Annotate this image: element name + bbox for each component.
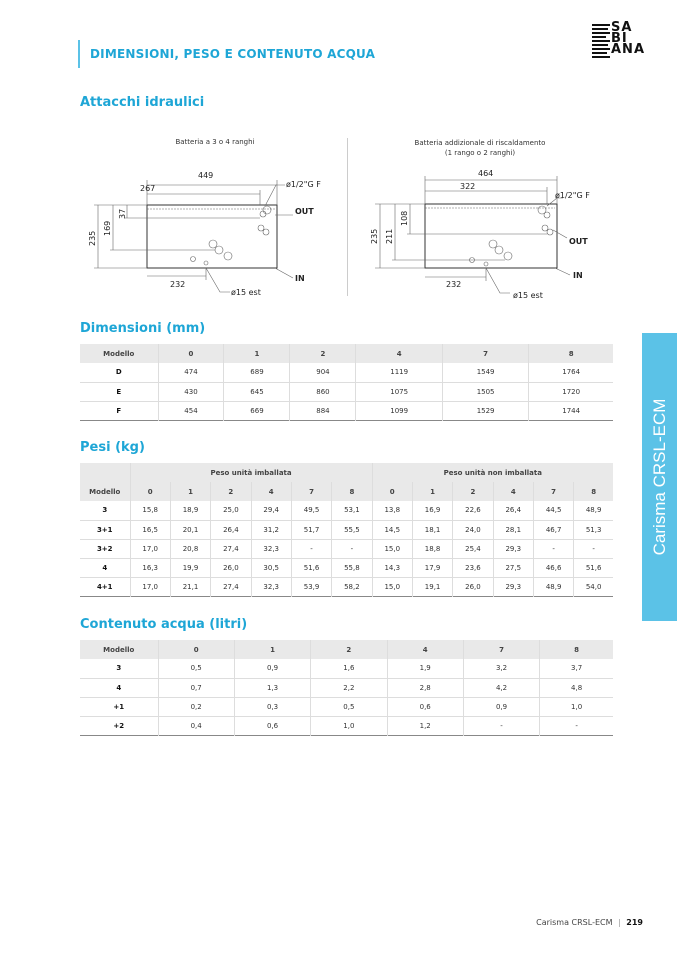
table-cell: 689 (224, 363, 290, 382)
table-cell: 3 (102, 506, 108, 515)
table-cell: 0,9 (463, 697, 539, 716)
right-caption-line2: (1 rango o 2 ranghi) (444, 149, 516, 157)
left-drain-label: ø15 est (231, 288, 261, 297)
right-diagram-caption (390, 138, 570, 158)
attacchi-title: Attacchi idraulici (80, 95, 205, 110)
table-header: Modello (80, 640, 158, 659)
left-dim-inner: 267 (140, 184, 156, 193)
table-cell: 25,4 (453, 539, 493, 558)
table-cell: 51,6 (291, 558, 331, 577)
table-cell: 1744 (529, 401, 613, 420)
table-cell: 4 (102, 563, 108, 572)
left-conn-label: ø1/2"G F (286, 180, 321, 189)
table-row (80, 382, 613, 401)
table-cell: 1,6 (311, 659, 387, 678)
table-header: 2 (211, 482, 251, 501)
table-cell: 51,6 (574, 558, 613, 577)
table-cell: 0,5 (158, 659, 234, 678)
table-cell: 0,3 (234, 697, 310, 716)
table-cell: 32,3 (251, 577, 291, 596)
right-out-label: OUT (569, 237, 588, 246)
table-cell: - (291, 539, 331, 558)
table-cell: 20,1 (170, 520, 210, 539)
right-in-label: IN (573, 271, 583, 280)
table-header: 0 (158, 640, 234, 659)
table-cell: 1,3 (234, 678, 310, 697)
left-dim-height: 235 (88, 230, 97, 246)
table-header: 0 (372, 482, 412, 501)
group-header-imballata: Peso unità imballata (130, 463, 372, 482)
table-header: 0 (130, 482, 170, 501)
table-cell: 17,9 (412, 558, 452, 577)
table-header: 7 (463, 640, 539, 659)
footer-label: Carisma CRSL-ECM (536, 918, 613, 927)
table-header: 2 (290, 344, 356, 363)
table-header-row (80, 640, 613, 659)
table-cell: 1099 (356, 401, 442, 420)
table-cell: 26,0 (211, 558, 251, 577)
table-row (80, 363, 613, 382)
table-cell: 3+2 (96, 544, 113, 553)
table-cell: 15,0 (372, 539, 412, 558)
table-group-row (80, 463, 613, 482)
section-title: DIMENSIONI, PESO E CONTENUTO ACQUA (90, 47, 376, 61)
table-cell: 645 (224, 382, 290, 401)
table-cell: 22,6 (453, 501, 493, 520)
table-cell: 49,5 (291, 501, 331, 520)
table-cell: 26,4 (493, 501, 533, 520)
table-header: Modello (80, 344, 158, 363)
table-cell: 18,9 (170, 501, 210, 520)
table-row (80, 716, 613, 735)
table-cell: 31,2 (251, 520, 291, 539)
table-cell: 15,0 (372, 577, 412, 596)
table-cell: 0,9 (234, 659, 310, 678)
right-caption-line1: Batteria addizionale di riscaldamento (414, 139, 546, 147)
pesi-table (80, 463, 613, 597)
table-row (80, 697, 613, 716)
table-cell: 454 (158, 401, 224, 420)
table-cell: 46,6 (533, 558, 573, 577)
table-header-row (80, 482, 613, 501)
table-cell: 54,0 (574, 577, 613, 596)
table-header: 7 (533, 482, 573, 501)
table-cell: 430 (158, 382, 224, 401)
table-header: 1 (224, 344, 290, 363)
table-cell: 53,1 (332, 501, 372, 520)
table-cell: - (540, 716, 613, 735)
table-cell: 1,0 (540, 697, 613, 716)
right-dim-h2: 211 (385, 228, 394, 244)
table-cell: 15,8 (130, 501, 170, 520)
table-cell: 27,4 (211, 539, 251, 558)
dimensioni-table (80, 344, 613, 421)
table-cell: 16,3 (130, 558, 170, 577)
table-cell: 4,2 (463, 678, 539, 697)
table-header: 4 (493, 482, 533, 501)
contenuto-table (80, 640, 613, 736)
table-cell: 58,2 (332, 577, 372, 596)
table-cell: 48,9 (574, 501, 613, 520)
table-row (80, 558, 613, 577)
table-cell: +1 (113, 702, 125, 711)
table-header: 8 (574, 482, 613, 501)
table-header: 1 (170, 482, 210, 501)
table-cell: 29,3 (493, 577, 533, 596)
table-row (80, 401, 613, 420)
table-header: 4 (387, 640, 463, 659)
table-cell: 669 (224, 401, 290, 420)
table-cell: 51,3 (574, 520, 613, 539)
table-cell: 24,0 (453, 520, 493, 539)
table-cell: 3,7 (540, 659, 613, 678)
table-cell: 1505 (442, 382, 528, 401)
table-cell: 18,8 (412, 539, 452, 558)
left-dim-h2: 169 (103, 220, 112, 236)
table-cell: 4,8 (540, 678, 613, 697)
side-tab-label: Carisma CRSL-ECM (649, 398, 669, 556)
table-cell: 16,9 (412, 501, 452, 520)
table-cell: 4 (116, 683, 122, 692)
table-header-row (80, 344, 613, 363)
table-cell: 29,4 (251, 501, 291, 520)
table-cell: 20,8 (170, 539, 210, 558)
brand-logo (592, 20, 648, 62)
table-header: 8 (332, 482, 372, 501)
table-cell: 16,5 (130, 520, 170, 539)
table-cell: 0,5 (311, 697, 387, 716)
left-dim-width: 449 (198, 171, 214, 180)
table-cell: 17,0 (130, 539, 170, 558)
table-cell: 2,8 (387, 678, 463, 697)
table-cell: 27,4 (211, 577, 251, 596)
table-cell: 55,5 (332, 520, 372, 539)
table-cell: 21,1 (170, 577, 210, 596)
table-row (80, 501, 613, 520)
right-dim-height: 235 (370, 228, 379, 244)
left-diagram-caption: Batteria a 3 o 4 ranghi (175, 138, 255, 146)
table-cell: 1,2 (387, 716, 463, 735)
table-cell: 474 (158, 363, 224, 382)
left-dim-bottom: 232 (170, 280, 186, 289)
table-cell: 1764 (529, 363, 613, 382)
table-cell: D (115, 368, 122, 377)
left-dim-h3: 37 (118, 208, 127, 219)
right-dim-h3: 108 (400, 210, 409, 226)
table-cell: 19,9 (170, 558, 210, 577)
table-cell: 4+1 (96, 582, 113, 591)
table-header: 2 (311, 640, 387, 659)
table-cell: 44,5 (533, 501, 573, 520)
table-cell: 1,9 (387, 659, 463, 678)
right-hydraulic-diagram (365, 160, 615, 305)
table-cell: 55,8 (332, 558, 372, 577)
group-header-non-imballata: Peso unità non imballata (372, 463, 613, 482)
table-header: 2 (453, 482, 493, 501)
table-cell: 30,5 (251, 558, 291, 577)
table-cell: 25,0 (211, 501, 251, 520)
logo-letters: SA BI ANA (611, 20, 646, 57)
left-out-label: OUT (295, 207, 314, 216)
table-header: 0 (158, 344, 224, 363)
table-header: 8 (529, 344, 613, 363)
table-cell: 0,2 (158, 697, 234, 716)
table-cell: 860 (290, 382, 356, 401)
table-cell: 884 (290, 401, 356, 420)
section-header (78, 40, 375, 68)
table-cell: 28,1 (493, 520, 533, 539)
table-header: Modello (80, 482, 130, 501)
right-dim-width: 464 (478, 169, 494, 178)
table-row (80, 520, 613, 539)
table-cell: 19,1 (412, 577, 452, 596)
table-header: 1 (234, 640, 310, 659)
table-cell: 51,7 (291, 520, 331, 539)
table-cell: 1,0 (311, 716, 387, 735)
table-row (80, 678, 613, 697)
table-cell: 0,4 (158, 716, 234, 735)
left-hydraulic-diagram (80, 160, 330, 305)
table-cell: 26,4 (211, 520, 251, 539)
table-cell: 0,6 (234, 716, 310, 735)
table-row (80, 577, 613, 596)
right-dim-bottom: 232 (446, 280, 462, 289)
table-cell: 1549 (442, 363, 528, 382)
footer-separator: | (618, 918, 621, 927)
table-cell: 29,3 (493, 539, 533, 558)
table-header: 4 (251, 482, 291, 501)
table-cell: E (116, 387, 122, 396)
table-header: 7 (442, 344, 528, 363)
table-header: 8 (540, 640, 613, 659)
side-tab (642, 333, 677, 621)
table-cell: 2,2 (311, 678, 387, 697)
table-cell: F (116, 406, 122, 415)
table-cell: 26,0 (453, 577, 493, 596)
table-cell: 1720 (529, 382, 613, 401)
table-header: 7 (291, 482, 331, 501)
page-number: 219 (626, 918, 643, 927)
table-cell: 27,5 (493, 558, 533, 577)
table-cell: 18,1 (412, 520, 452, 539)
table-cell: - (574, 539, 613, 558)
table-cell: 3+1 (96, 525, 113, 534)
table-cell: 1529 (442, 401, 528, 420)
diagram-divider (347, 138, 348, 296)
right-dim-inner: 322 (460, 182, 476, 191)
logo-stripes-icon (592, 24, 610, 60)
table-cell: 0,6 (387, 697, 463, 716)
table-cell: 13,8 (372, 501, 412, 520)
table-cell: 23,6 (453, 558, 493, 577)
table-cell: 48,9 (533, 577, 573, 596)
pesi-title: Pesi (kg) (80, 440, 145, 455)
right-conn-label: ø1/2"G F (555, 191, 590, 200)
table-header: 4 (356, 344, 442, 363)
table-cell: 46,7 (533, 520, 573, 539)
table-cell: 32,3 (251, 539, 291, 558)
table-cell: - (332, 539, 372, 558)
table-cell: - (533, 539, 573, 558)
table-cell: 1119 (356, 363, 442, 382)
table-cell: 1075 (356, 382, 442, 401)
table-cell: - (463, 716, 539, 735)
table-cell: 17,0 (130, 577, 170, 596)
table-cell: 904 (290, 363, 356, 382)
table-header: 1 (412, 482, 452, 501)
contenuto-title: Contenuto acqua (litri) (80, 617, 248, 632)
page-footer (536, 918, 643, 927)
dimensioni-title: Dimensioni (mm) (80, 321, 206, 336)
table-cell: 3 (116, 664, 122, 673)
table-cell: +2 (113, 721, 125, 730)
table-cell: 0,7 (158, 678, 234, 697)
right-drain-label: ø15 est (513, 291, 543, 300)
table-cell: 14,5 (372, 520, 412, 539)
left-in-label: IN (295, 274, 305, 283)
table-cell: 53,9 (291, 577, 331, 596)
table-row (80, 659, 613, 678)
table-row (80, 539, 613, 558)
table-cell: 3,2 (463, 659, 539, 678)
table-cell: 14,3 (372, 558, 412, 577)
